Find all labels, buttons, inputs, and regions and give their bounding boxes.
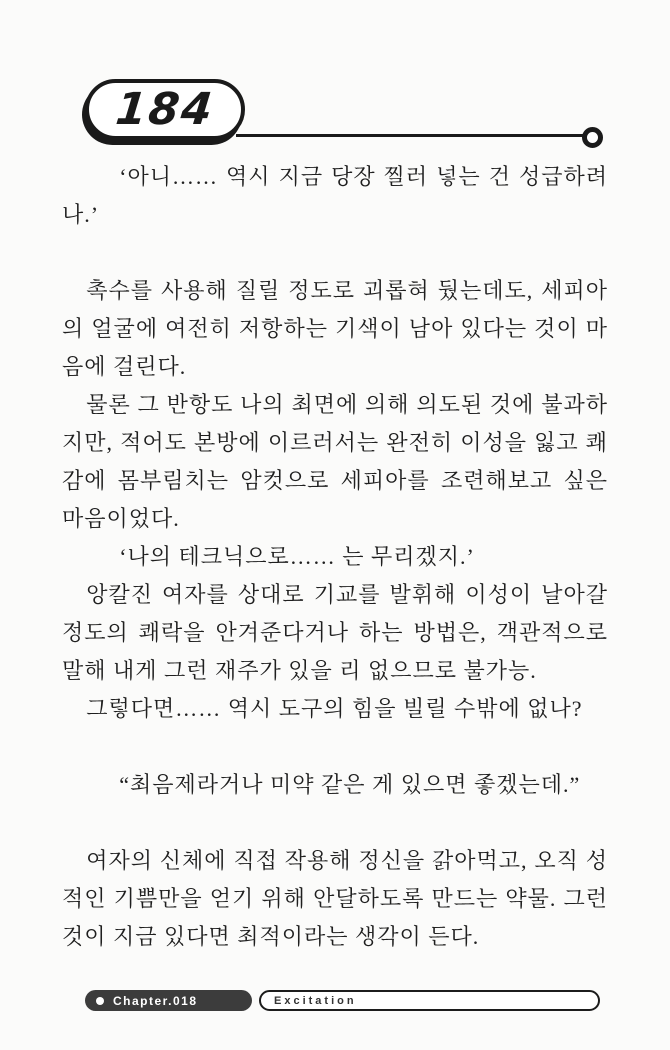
- paragraph: ‘나의 테크닉으로…… 는 무리겠지.’: [119, 544, 475, 569]
- header-rule-line: [236, 134, 586, 137]
- paragraph: 물론 그 반항도 나의 최면에 의해 의도된 것에 불과하지만, 적어도 본방에 이르러서는 완전히 이성을 잃고 쾌감에 몸부림치는 암컷으로 세피아를 조련해보고 싶은 마음이었다.: [62, 392, 608, 531]
- footer-chapter-label: Chapter.018: [113, 993, 198, 1008]
- page-number-badge: [85, 79, 245, 140]
- paragraph: “최음제라거나 미약 같은 게 있으면 좋겠는데.”: [119, 772, 581, 797]
- body-text: [62, 158, 608, 956]
- paragraph: 촉수를 사용해 질릴 정도로 괴롭혀 뒀는데도, 세피아의 얼굴에 여전히 저항하는 기색이 남아 있다는 것이 마음에 걸린다.: [62, 278, 608, 379]
- footer-chapter-pill: [85, 990, 252, 1011]
- paragraph: 여자의 신체에 직접 작용해 정신을 갉아먹고, 오직 성적인 기쁨만을 얻기 위해 안달하도록 만드는 약물. 그런 것이 지금 있다면 최적이라는 생각이 든다.: [62, 848, 608, 949]
- page-number: 184: [113, 84, 217, 135]
- paragraph: ‘아니…… 역시 지금 당장 찔러 넣는 건 성급하려나.’: [62, 164, 608, 227]
- paragraph: 그렇다면…… 역시 도구의 힘을 빌릴 수밖에 없나?: [86, 696, 583, 721]
- paragraph: 앙칼진 여자를 상대로 기교를 발휘해 이성이 날아갈 정도의 쾌락을 안겨준다거나 하는 방법은, 객관적으로 말해 내게 그런 재주가 있을 리 없으므로 불가능.: [62, 582, 608, 683]
- footer-section-label: Excitation: [274, 994, 357, 1007]
- line-end-ring-icon: [582, 127, 603, 148]
- bullet-dot-icon: [96, 997, 104, 1005]
- footer-section-pill: [259, 990, 600, 1011]
